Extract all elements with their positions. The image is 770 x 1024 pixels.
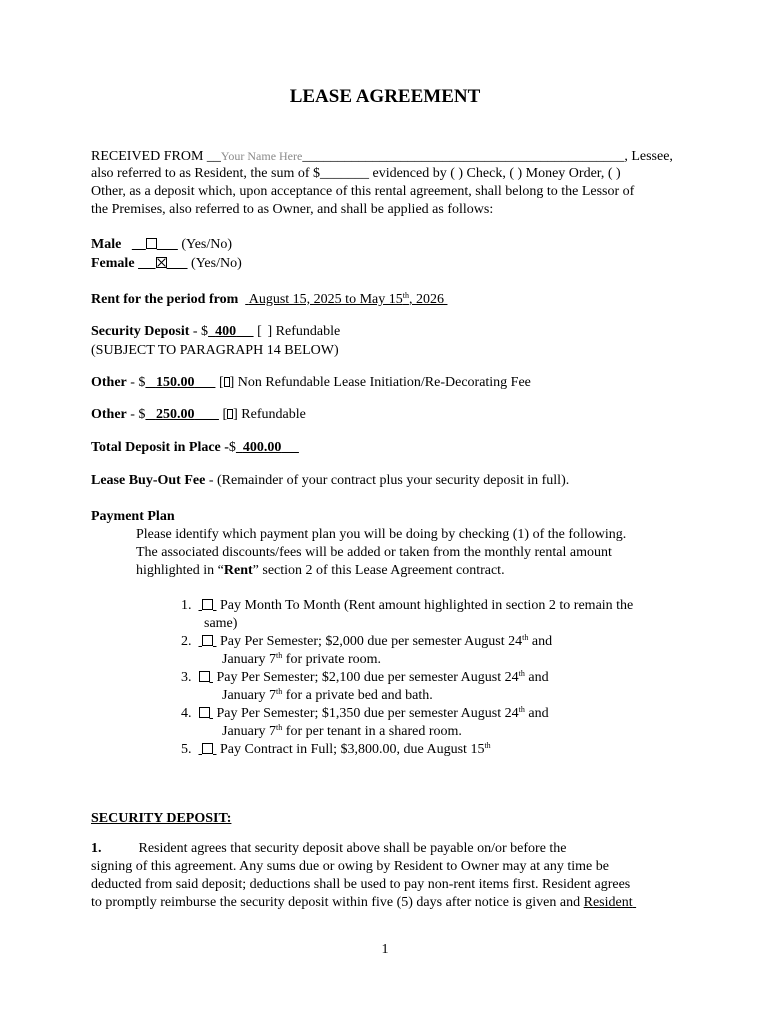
- male-checkbox[interactable]: [146, 238, 157, 249]
- payment-plan-line-2: The associated discounts/fees will be added or taken from the monthly rental amount: [136, 545, 612, 560]
- security-clause-line-4: to promptly reimburse the security deposit within five (5) days after notice is given and Resident: [91, 895, 633, 910]
- plan-option-1-checkbox[interactable]: [202, 599, 213, 610]
- other-2-checkbox[interactable]: [227, 409, 233, 419]
- payment-plan-heading: Payment Plan: [91, 509, 175, 524]
- name-field[interactable]: Your Name Here: [220, 149, 303, 163]
- security-label: Security Deposit: [91, 324, 190, 339]
- payment-plan-line-3: highlighted in “Rent” section 2 of this Lease Agreement contract.: [136, 563, 505, 578]
- plan-option-2-checkbox[interactable]: [202, 635, 213, 646]
- security-deposit-heading: SECURITY DEPOSIT:: [91, 811, 232, 826]
- document-title: LEASE AGREEMENT: [289, 86, 481, 107]
- rent-label: Rent for the period from: [91, 292, 239, 307]
- other-1-label: Other: [91, 375, 127, 390]
- other-1-amount-field[interactable]: 150.00: [155, 375, 195, 390]
- buyout-description: - (Remainder of your contract plus your security deposit in full).: [208, 473, 570, 488]
- security-refundable-label: Refundable: [275, 324, 341, 339]
- other-1-checkbox[interactable]: [224, 377, 230, 387]
- other-2-label: Other: [91, 407, 127, 422]
- plan-option-4-checkbox[interactable]: [199, 707, 210, 718]
- security-amount-field[interactable]: 400: [215, 324, 237, 339]
- plan-option-5-checkbox[interactable]: [202, 743, 213, 754]
- other-1-description: Non Refundable Lease Initiation/Re-Decorating Fee: [237, 375, 531, 390]
- female-row: [91, 255, 242, 273]
- rent-period-field[interactable]: August 15, 2025 to May 15th, 2026: [248, 291, 444, 307]
- other-fee-row-1: Other - $ 150.00 [ ] Non Refundable Lease Initiation/Re-Decorating Fee: [91, 375, 531, 390]
- security-clause-line-2: signing of this agreement. Any sums due or owing by Resident to Owner may at any time be: [91, 859, 609, 874]
- total-row: Total Deposit in Place -$ 400.00: [91, 439, 299, 457]
- plan-option-3-cont: January 7th for a private bed and bath.: [222, 687, 433, 703]
- rent-row: [91, 291, 447, 309]
- received-from-label: RECEIVED FROM: [91, 149, 204, 164]
- buyout-row: [91, 472, 569, 490]
- security-clause-line-1: 1. Resident agrees that security deposit above shall be payable on/or before the: [91, 841, 567, 856]
- total-amount-field[interactable]: 400.00: [242, 440, 282, 455]
- plan-option-1-cont: same): [204, 616, 238, 631]
- plan-option-2: 2. Pay Per Semester; $2,000 due per semester August 24th and: [181, 633, 553, 649]
- plan-option-5: 5. Pay Contract in Full; $3,800.00, due August 15th: [181, 741, 491, 757]
- other-fee-row-2: Other - $ 250.00 [ ] Refundable: [91, 407, 306, 422]
- total-label: Total Deposit in Place -: [91, 440, 229, 455]
- plan-option-3: 3. Pay Per Semester; $2,100 due per semester August 24th and: [181, 669, 549, 685]
- security-note: (SUBJECT TO PARAGRAPH 14 BELOW): [91, 343, 339, 358]
- intro-line-4: the Premises, also referred to as Owner, and shall be applied as follows:: [91, 202, 494, 217]
- buyout-label: Lease Buy-Out Fee: [91, 473, 206, 488]
- intro-line-3: Other, as a deposit which, upon acceptance of this rental agreement, shall belong to the Lessor of: [91, 184, 635, 199]
- intro-line-2: also referred to as Resident, the sum of $_______ evidenced by ( ) Check, ( ) Money Order, ( ): [91, 166, 621, 181]
- male-yes-no: (Yes/No): [181, 237, 233, 252]
- clause-number: 1.: [91, 841, 102, 856]
- male-label: Male: [91, 237, 122, 252]
- plan-option-3-checkbox[interactable]: [199, 671, 210, 682]
- female-label: Female: [91, 256, 135, 271]
- security-row: Security Deposit - $ 400 [ ] Refundable: [91, 324, 341, 339]
- security-clause-line-3: deducted from said deposit; deductions shall be used to pay non-rent items first. Resident agrees: [91, 877, 631, 892]
- female-yes-no: (Yes/No): [191, 256, 242, 271]
- plan-option-4: 4. Pay Per Semester; $1,350 due per semester August 24th and: [181, 705, 549, 721]
- female-checkbox[interactable]: [156, 257, 167, 268]
- plan-option-1: 1. Pay Month To Month (Rent amount highlighted in section 2 to remain the: [181, 598, 634, 613]
- plan-option-2-cont: January 7th for private room.: [222, 651, 382, 667]
- lessee-label: , Lessee,: [624, 149, 673, 164]
- plan-option-4-cont: January 7th for per tenant in a shared room.: [222, 723, 462, 739]
- other-2-amount-field[interactable]: 250.00: [155, 407, 195, 422]
- other-2-description: Refundable: [241, 407, 306, 422]
- payment-plan-line-1: Please identify which payment plan you will be doing by checking (1) of the following.: [136, 527, 627, 542]
- male-row: [91, 236, 232, 254]
- page-number: 1: [381, 942, 389, 957]
- intro-line-1: RECEIVED FROM __Your Name Here______________________________________________, Lessee,: [91, 149, 673, 164]
